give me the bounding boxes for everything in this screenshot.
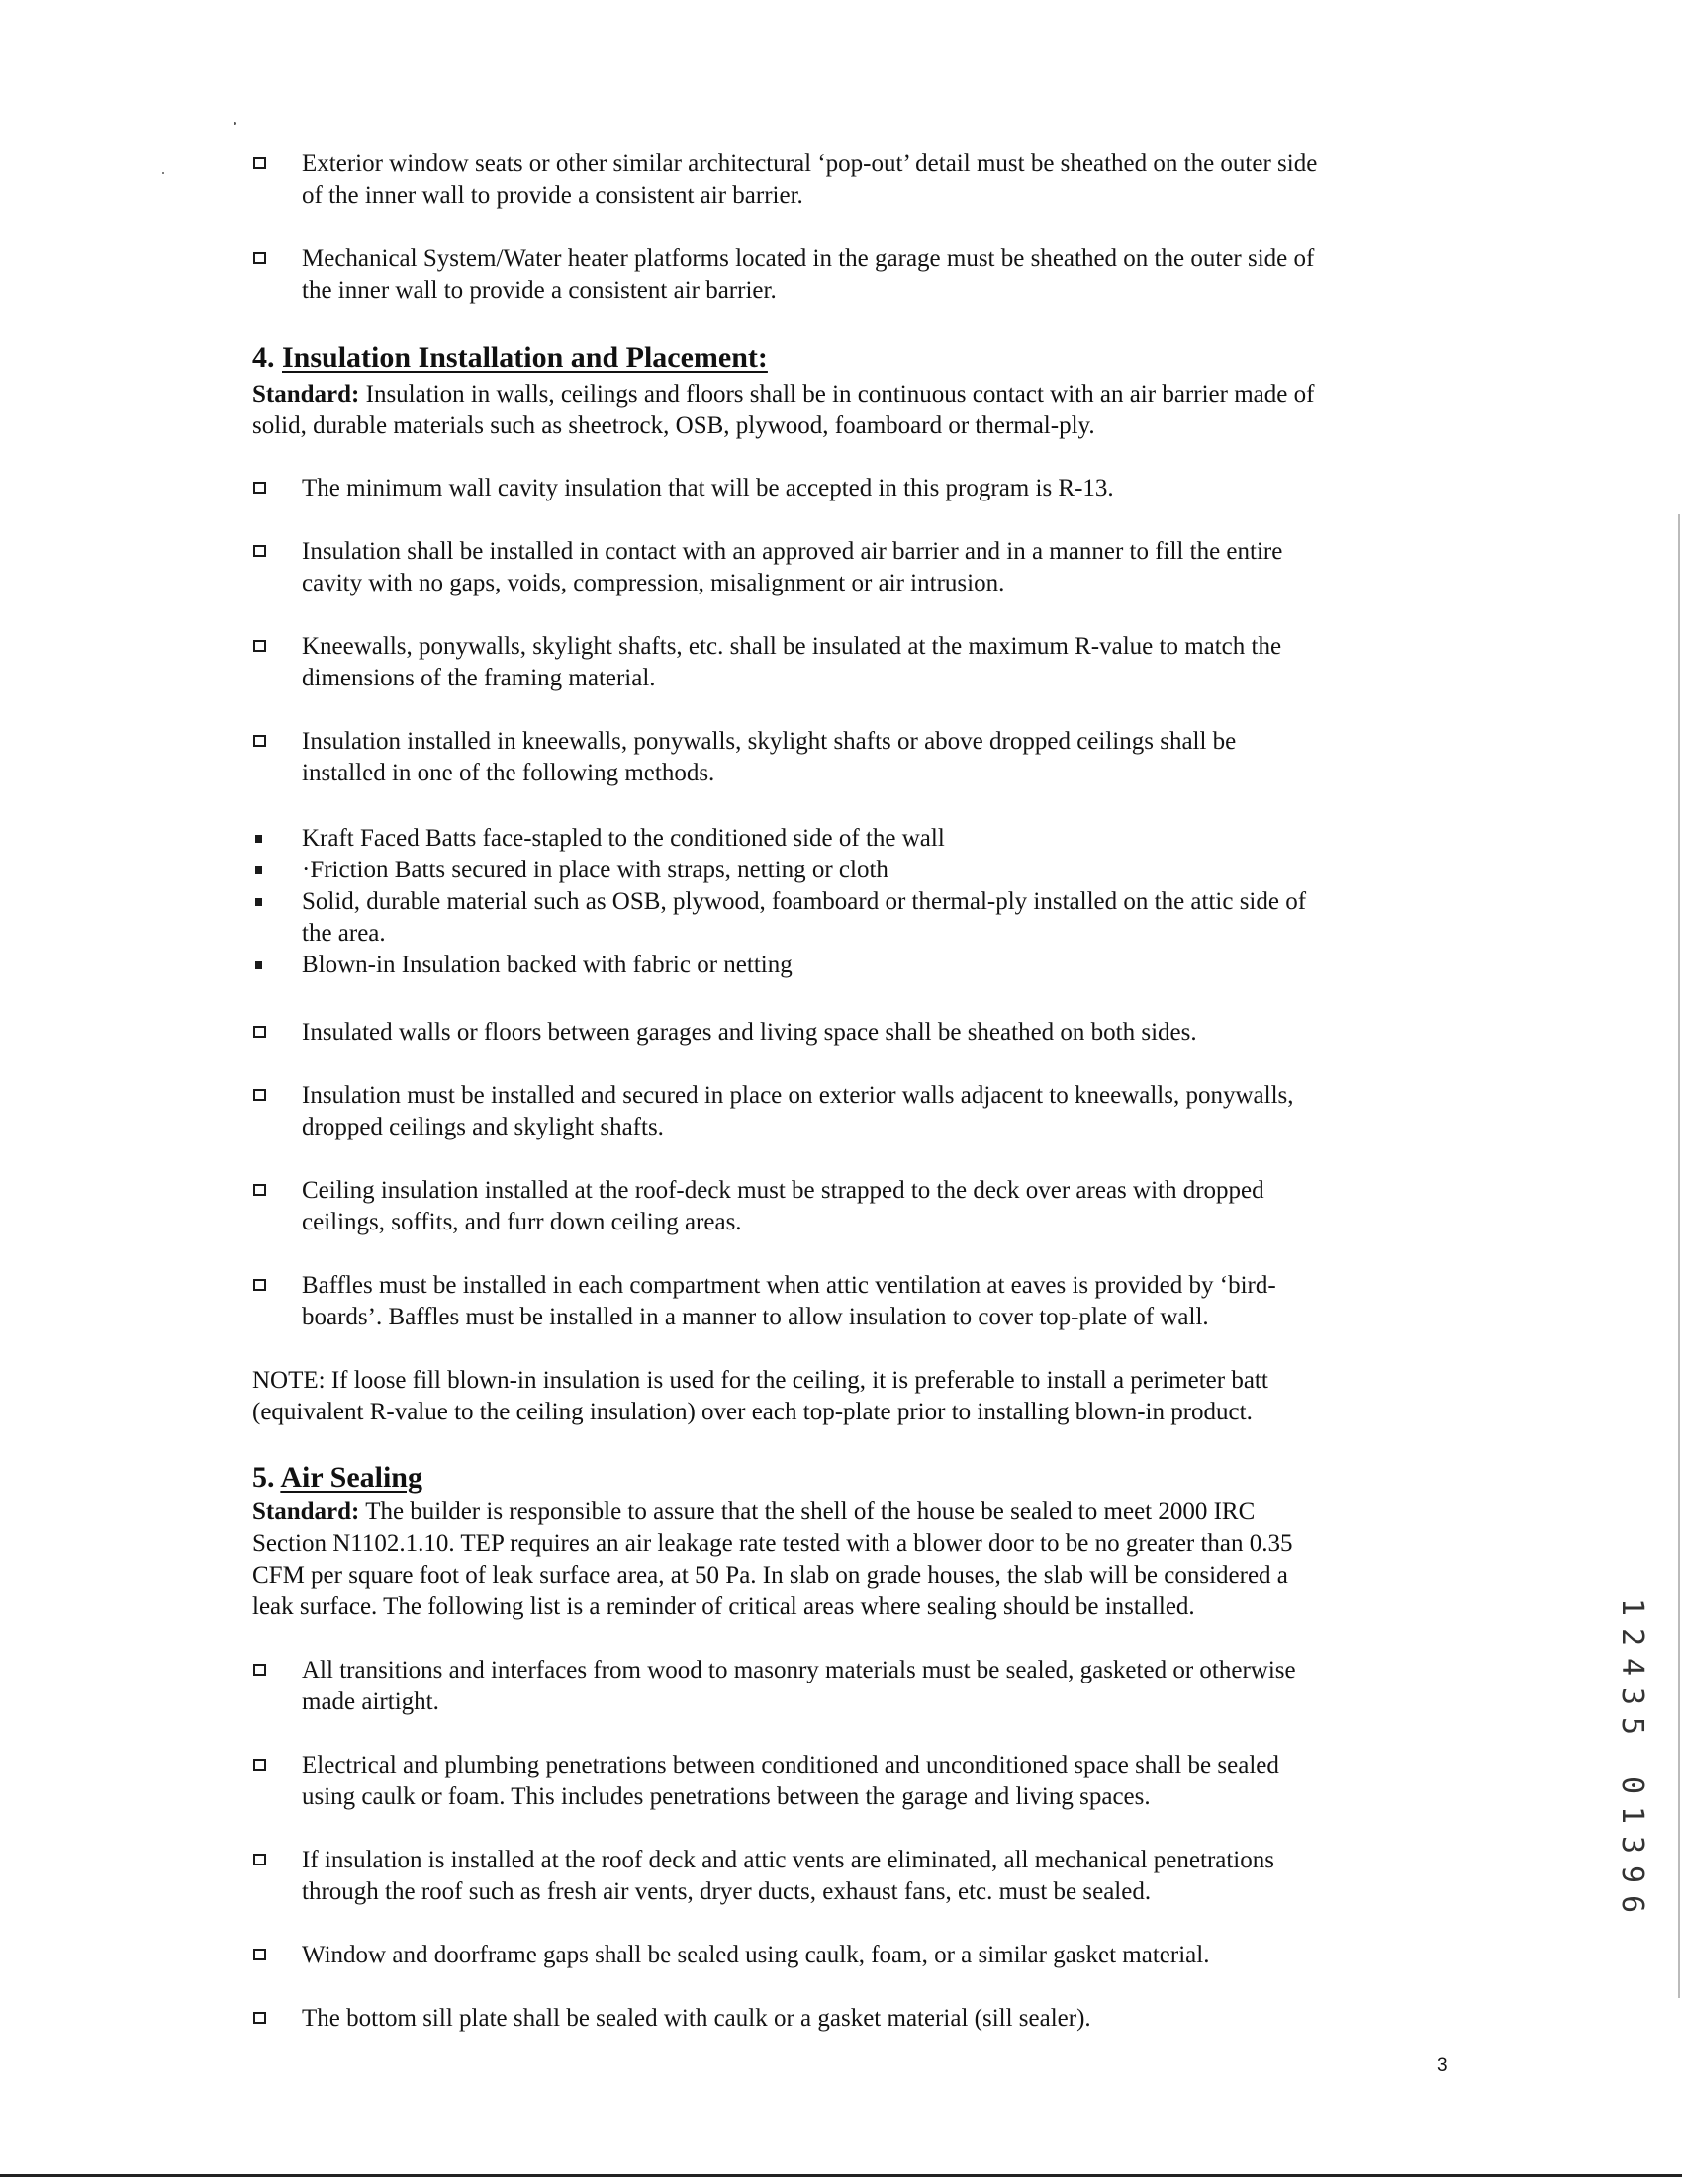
list-item-line: Window and doorframe gaps shall be sealed using caulk, foam, or a similar gasket material. [302, 1942, 1210, 1968]
list-item-line: Mechanical System/Water heater platforms located in the garage must be sheathed on the outer side of [302, 245, 1315, 272]
checkbox-icon [253, 640, 266, 652]
checkbox-icon [253, 1949, 266, 1960]
standard-text-line: Insulation in walls, ceilings and floors shall be in continuous contact with an air barrier made of [365, 381, 1315, 408]
standard-text-line: solid, durable materials such as sheetrock, OSB, plywood, foamboard or thermal-ply. [252, 412, 1095, 439]
list-item [302, 726, 1454, 789]
list-item-line: cavity with no gaps, voids, compression, misalignment or air intrusion. [302, 570, 1005, 596]
list-item-line: boards’. Baffles must be installed in a manner to allow insulation to cover top-plate of wall. [302, 1304, 1209, 1330]
list-item-line: through the roof such as fresh air vents, dryer ducts, exhaust fans, etc. must be sealed. [302, 1878, 1152, 1905]
bullet-item [302, 823, 1454, 855]
list-item [302, 2003, 1454, 2035]
list-item-line: made airtight. [302, 1688, 439, 1715]
list-item-line: Electrical and plumbing penetrations between conditioned and unconditioned space shall be sealed [302, 1752, 1279, 1778]
section-number: 5. [252, 1461, 275, 1494]
list-item [302, 1270, 1454, 1333]
bullet-item-line: the area. [302, 920, 386, 947]
list-item-line: ceilings, soffits, and furr down ceiling areas. [302, 1209, 742, 1235]
bullet-item [302, 855, 1454, 886]
stamp-digit: 2 [1615, 1627, 1649, 1647]
list-item-line: The bottom sill plate shall be sealed with caulk or a gasket material (sill sealer). [302, 2005, 1091, 2032]
scan-speck [234, 122, 236, 125]
page-number: 3 [1437, 2055, 1448, 2076]
stamp-digit: 6 [1615, 1894, 1649, 1914]
section-title: Air Sealing [280, 1461, 422, 1494]
list-item-line: the inner wall to provide a consistent air barrier. [302, 277, 777, 304]
stamp-digit: 9 [1615, 1865, 1649, 1884]
checkbox-icon [253, 545, 266, 557]
list-item-line: installed in one of the following methods. [302, 760, 715, 786]
section-heading [252, 340, 768, 376]
bullet-item-line: ·Friction Batts secured in place with straps, netting or cloth [302, 857, 888, 883]
note-line: NOTE: If loose fill blown-in insulation is used for the ceiling, it is preferable to install a perimeter batt [252, 1367, 1268, 1394]
list-item-line: Kneewalls, ponywalls, skylight shafts, etc. shall be insulated at the maximum R-value to match the [302, 633, 1282, 660]
list-item-line: dropped ceilings and skylight shafts. [302, 1114, 664, 1140]
section-number: 4. [252, 341, 275, 374]
list-item [302, 1080, 1454, 1143]
bullet-item-line: Solid, durable material such as OSB, plywood, foamboard or thermal-ply installed on the attic side of [302, 888, 1307, 915]
list-item-line: Insulation installed in kneewalls, ponywalls, skylight shafts or above dropped ceilings shall be [302, 728, 1237, 755]
standard-label: Standard: [252, 1499, 360, 1525]
note-paragraph [252, 1365, 1454, 1428]
list-item [302, 473, 1454, 504]
list-item-line: If insulation is installed at the roof deck and attic vents are eliminated, all mechanical penetrations [302, 1847, 1274, 1873]
bullet-item [302, 886, 1454, 950]
section-heading [252, 1460, 422, 1496]
list-item-line: Exterior window seats or other similar architectural ‘pop-out’ detail must be sheathed on the outer side [302, 150, 1318, 177]
checkbox-icon [253, 1664, 266, 1676]
list-item-line: Insulation shall be installed in contact with an approved air barrier and in a manner to fill the entire [302, 538, 1283, 565]
bullet-item-line: Kraft Faced Batts face-stapled to the conditioned side of the wall [302, 825, 945, 852]
list-item [302, 1655, 1454, 1718]
standard-label: Standard: [252, 381, 360, 408]
stamp-digit: 3 [1615, 1835, 1649, 1855]
stamp-digit: 4 [1615, 1657, 1649, 1677]
list-item-line: Insulated walls or floors between garages and living space shall be sheathed on both sides. [302, 1019, 1197, 1046]
document-id-stamp [1615, 1592, 1648, 1919]
stamp-digit: 0 [1615, 1775, 1649, 1795]
checkbox-icon [253, 1854, 266, 1866]
standard-text-line: The builder is responsible to assure that the shell of the house be sealed to meet 2000 IRC [365, 1499, 1256, 1525]
list-item [302, 243, 1454, 307]
list-item-line: using caulk or foam. This includes penetrations between the garage and living spaces. [302, 1783, 1151, 1810]
list-item [302, 536, 1454, 599]
list-item-line: dimensions of the framing material. [302, 665, 656, 691]
note-line: (equivalent R-value to the ceiling insulation) over each top-plate prior to installing blown-in product. [252, 1399, 1253, 1425]
bullet-icon [255, 898, 262, 906]
checkbox-icon [253, 1279, 266, 1291]
bullet-item [302, 950, 1454, 981]
list-item [302, 1750, 1454, 1813]
standard-text-line: CFM per square foot of leak surface area, at 50 Pa. In slab on grade houses, the slab will be considered a [252, 1562, 1288, 1589]
list-item-line: of the inner wall to provide a consistent air barrier. [302, 182, 803, 209]
checkbox-icon [253, 735, 266, 747]
scan-speck [162, 172, 164, 174]
list-item-line: Insulation must be installed and secured in place on exterior walls adjacent to kneewalls, ponywalls, [302, 1082, 1294, 1109]
list-item-line: Ceiling insulation installed at the roof-deck must be strapped to the deck over areas with dropped [302, 1177, 1264, 1204]
list-item-line: The minimum wall cavity insulation that will be accepted in this program is R-13. [302, 475, 1114, 501]
list-item [302, 631, 1454, 694]
bullet-icon [255, 835, 262, 843]
stamp-digit: 3 [1615, 1686, 1649, 1706]
stamp-digit: 5 [1615, 1716, 1649, 1736]
list-item [302, 1845, 1454, 1908]
checkbox-icon [253, 1026, 266, 1038]
standard-text-line: leak surface. The following list is a reminder of critical areas where sealing should be installed. [252, 1593, 1195, 1620]
list-item-line: Baffles must be installed in each compartment when attic ventilation at eaves is provided by ‘bird- [302, 1272, 1276, 1299]
checkbox-icon [253, 2012, 266, 2024]
standard-paragraph [252, 379, 1454, 442]
checkbox-icon [253, 252, 266, 264]
stamp-digit: 1 [1615, 1597, 1649, 1617]
list-item [302, 1940, 1454, 1971]
standard-paragraph [252, 1497, 1454, 1623]
bullet-icon [255, 961, 262, 969]
list-item [302, 148, 1454, 212]
checkbox-icon [253, 1184, 266, 1196]
list-item [302, 1175, 1454, 1238]
checkbox-icon [253, 482, 266, 494]
bullet-icon [255, 866, 262, 874]
checkbox-icon [253, 1759, 266, 1771]
scan-edge-line [1678, 514, 1680, 1998]
stamp-digit: 1 [1615, 1805, 1649, 1825]
bullet-item-line: Blown-in Insulation backed with fabric or netting [302, 952, 793, 978]
section-title: Insulation Installation and Placement: [282, 341, 768, 374]
checkbox-icon [253, 157, 266, 169]
checkbox-icon [253, 1089, 266, 1101]
list-item-line: All transitions and interfaces from wood to masonry materials must be sealed, gasketed or otherwise [302, 1657, 1296, 1684]
scan-bottom-border [0, 2174, 1682, 2177]
list-item [302, 1017, 1454, 1048]
standard-text-line: Section N1102.1.10. TEP requires an air leakage rate tested with a blower door to be no greater than 0.35 [252, 1530, 1293, 1557]
